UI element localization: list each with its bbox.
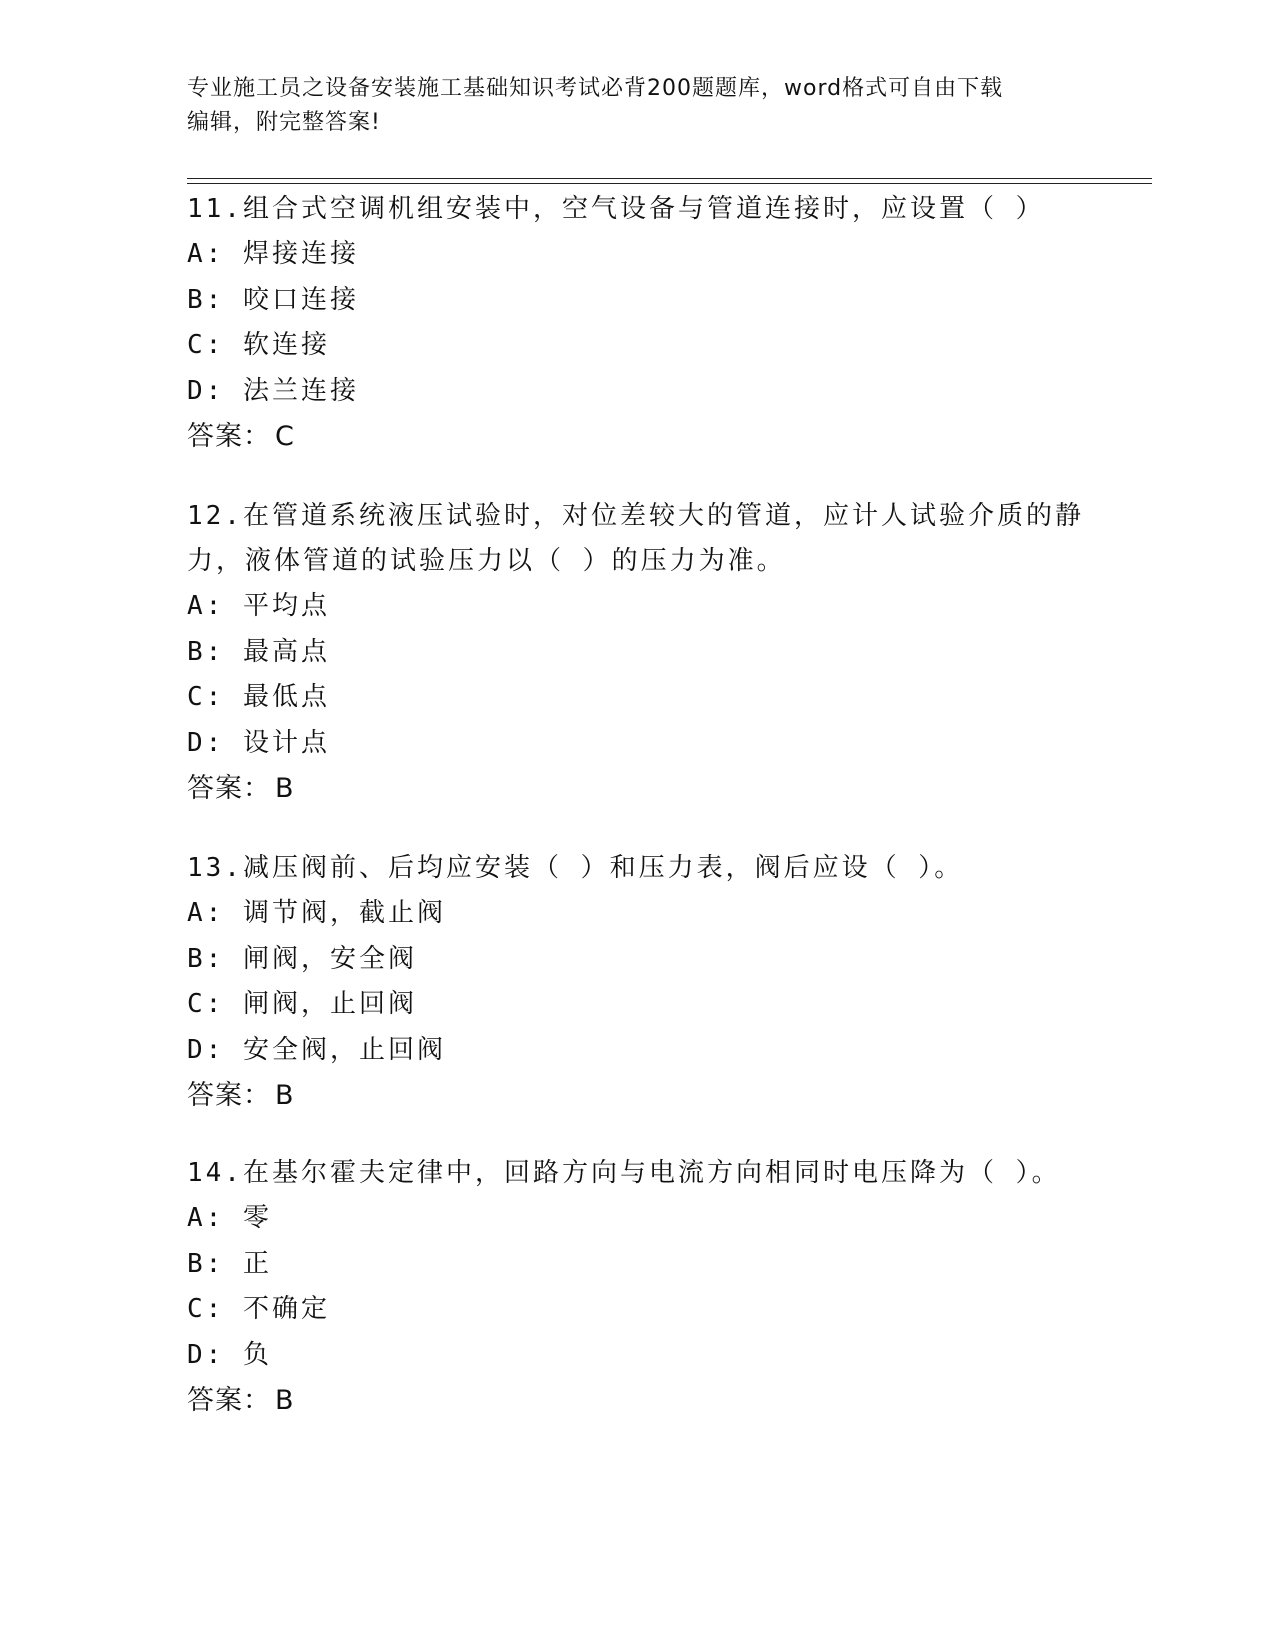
option-c: C: 软连接 — [187, 330, 330, 360]
option-d: D: 安全阀，止回阀 — [187, 1034, 446, 1065]
header-divider-top — [187, 178, 1152, 179]
option-d: D: 法兰连接 — [187, 375, 359, 406]
question-stem: 13.减压阀前、后均应安装（ ）和压力表，阀后应设（ ）。 — [187, 853, 964, 883]
option-b: B: 闸阀，安全阀 — [187, 943, 417, 974]
question-13 — [187, 846, 1087, 1119]
answer-value: B — [275, 773, 295, 804]
answer-line — [187, 414, 1087, 460]
answer-label: 答案： — [187, 1385, 271, 1416]
header-line-2: 编辑，附完整答案! — [187, 110, 381, 135]
option-c: C: 最低点 — [187, 682, 330, 712]
option-a: A: 平均点 — [187, 591, 330, 621]
answer-label: 答案： — [187, 421, 271, 452]
answer-line — [187, 1378, 1087, 1424]
answer-value: B — [275, 1385, 295, 1416]
header-divider-bottom — [187, 183, 1152, 184]
answer-value: C — [275, 421, 295, 452]
question-14 — [187, 1151, 1087, 1424]
option-d: D: 负 — [187, 1339, 272, 1370]
option-b: B: 最高点 — [187, 636, 330, 667]
option-a: A: 零 — [187, 1203, 272, 1233]
question-11 — [187, 187, 1087, 460]
question-stem: 14.在基尔霍夫定律中，回路方向与电流方向相同时电压降为（ ）。 — [187, 1158, 1061, 1188]
option-b: B: 正 — [187, 1248, 272, 1279]
header-line-1: 专业施工员之设备安装施工基础知识考试必背200题题库，word格式可自由下载 — [187, 76, 1004, 101]
question-12 — [187, 494, 1087, 812]
answer-line — [187, 1073, 1087, 1119]
answer-value: B — [275, 1080, 295, 1111]
option-b: B: 咬口连接 — [187, 284, 359, 315]
question-stem-line-2: 力，液体管道的试验压力以（ ）的压力为准。 — [187, 546, 786, 576]
option-a: A: 调节阀，截止阀 — [187, 898, 446, 928]
option-c: C: 不确定 — [187, 1294, 330, 1324]
option-a: A: 焊接连接 — [187, 239, 359, 269]
option-d: D: 设计点 — [187, 727, 330, 758]
answer-line — [187, 766, 1087, 812]
answer-label: 答案： — [187, 773, 271, 804]
question-stem: 11.组合式空调机组安装中，空气设备与管道连接时，应设置（ ） — [187, 194, 1045, 224]
option-c: C: 闸阀，止回阀 — [187, 989, 417, 1019]
question-stem-line-1: 12.在管道系统液压试验时，对位差较大的管道，应计人试验介质的静 — [187, 501, 1084, 531]
document-header — [187, 72, 1087, 140]
answer-label: 答案： — [187, 1080, 271, 1111]
